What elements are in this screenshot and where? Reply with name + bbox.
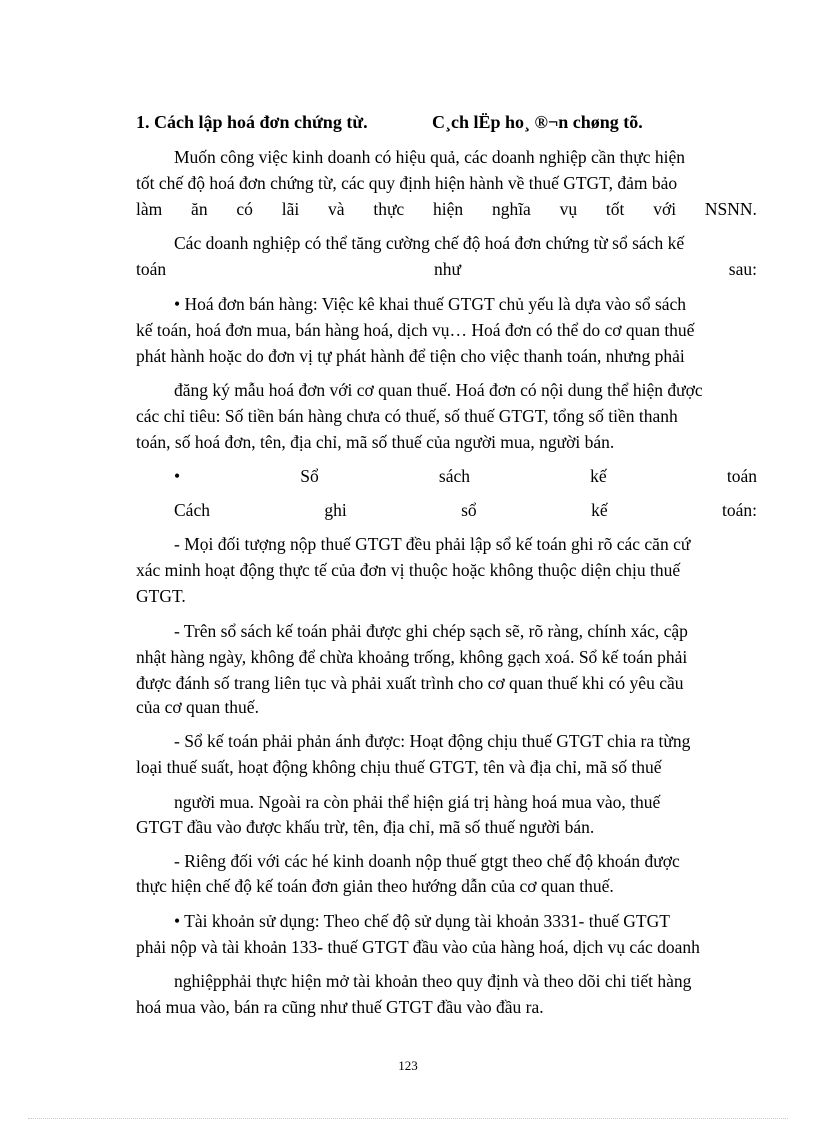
heading-garbled-text: C¸ch lËp ho¸ ®¬n chøng tõ.: [432, 112, 643, 132]
accounts-line-4: hoá mua vào, bán ra cũng như thuế GTGT đầu vào đầu ra.: [136, 997, 544, 1017]
reflect-line-2: loại thuế suất, hoạt động không chịu thuế GTGT, tên và địa chỉ, mã số thuế: [136, 757, 662, 777]
word: kế: [590, 466, 607, 486]
word: và: [328, 199, 345, 219]
accounts-line-3: nghiệpphải thực hiện mở tài khoản theo quy định và theo dõi chi tiết hàng: [174, 971, 692, 991]
word: vụ: [559, 199, 578, 219]
clean-books-line-3: được đánh số trang liên tục và phải xuất trình cho cơ quan thuế khi có yêu cầu: [136, 673, 684, 693]
clean-books-line-2: nhật hàng ngày, không để chừa khoảng trống, không gạch xoá. Sổ kế toán phải: [136, 647, 688, 667]
word: toán: [136, 259, 167, 279]
how-to-record-line: [174, 498, 757, 522]
books-bullet-line: [174, 464, 757, 488]
invoice-line-6: toán, số hoá đơn, tên, địa chỉ, mã số thuế của người mua, người bán.: [136, 432, 615, 452]
intro-line-2: tốt chế độ hoá đơn chứng từ, các quy định hiện hành về thuế GTGT, đảm bảo: [136, 173, 678, 193]
page-number: 123: [398, 1058, 418, 1073]
accounts-line-1: • Tài khoản sử dụng: Theo chế độ sử dụng tài khoản 3331- thuế GTGT: [174, 911, 670, 931]
word: sổ: [461, 500, 477, 520]
word: sách: [438, 466, 471, 486]
bullet: •: [174, 466, 181, 486]
intro-line-3: [136, 197, 757, 221]
invoice-line-2: kế toán, hoá đơn mua, bán hàng hoá, dịch vụ… Hoá đơn có thể do cơ quan thuế: [136, 320, 695, 340]
clean-books-line-4: của cơ quan thuế.: [136, 697, 259, 717]
word: Cách: [174, 500, 210, 520]
reflect-line-3: người mua. Ngoài ra còn phải thể hiện giá trị hàng hoá mua vào, thuế: [174, 792, 661, 812]
word: toán:: [722, 500, 757, 520]
word: làm: [136, 199, 163, 219]
word: sau:: [728, 259, 757, 279]
reflect-line-1: - Sổ kế toán phải phản ánh được: Hoạt động chịu thuế GTGT chia ra từng: [174, 731, 691, 751]
word: ghi: [324, 500, 347, 520]
intro-line-1: Muốn công việc kinh doanh có hiệu quả, các doanh nghiệp cần thực hiện: [174, 147, 685, 167]
invoice-line-5: các chỉ tiêu: Số tiền bán hàng chưa có thuế, số thuế GTGT, tổng số tiền thanh: [136, 406, 678, 426]
word: toán: [726, 466, 757, 486]
word: ăn: [191, 199, 208, 219]
clean-books-line-1: - Trên sổ sách kế toán phải được ghi chép sạch sẽ, rõ ràng, chính xác, cập: [174, 621, 688, 641]
strengthen-line-1: Các doanh nghiệp có thể tăng cường chế độ hoá đơn chứng từ sổ sách kế: [174, 233, 685, 253]
section-heading: [136, 110, 757, 134]
word: thực: [373, 199, 405, 219]
word: Sổ: [300, 466, 319, 486]
households-line-1: - Riêng đối với các hé kinh doanh nộp thuế gtgt theo chế độ khoán được: [174, 851, 680, 871]
accounts-line-2: phải nộp và tài khoản 133- thuế GTGT đầu vào của hàng hoá, dịch vụ các doanh: [136, 937, 700, 957]
word: tốt: [605, 199, 625, 219]
word: kế: [591, 500, 608, 520]
word: như: [433, 259, 461, 279]
word: lãi: [281, 199, 300, 219]
word: có: [236, 199, 253, 219]
invoice-line-1: • Hoá đơn bán hàng: Việc kê khai thuế GTGT chủ yếu là dựa vào sổ sách: [174, 294, 687, 314]
word: hiện: [433, 199, 464, 219]
invoice-line-4: đăng ký mẫu hoá đơn với cơ quan thuế. Hoá đơn có nội dung thể hiện được: [174, 380, 703, 400]
word: nghĩa: [491, 199, 531, 219]
taxpayers-line-3: GTGT.: [136, 586, 186, 606]
taxpayers-line-1: - Mọi đối tượng nộp thuế GTGT đều phải lập sổ kế toán ghi rõ các căn cứ: [174, 534, 691, 554]
word: với: [653, 199, 677, 219]
invoice-line-3: phát hành hoặc do đơn vị tự phát hành để tiện cho việc thanh toán, nhưng phải: [136, 346, 685, 366]
strengthen-line-2: [136, 257, 757, 281]
word: NSNN.: [704, 199, 757, 219]
heading-text: 1. Cách lập hoá đơn chứng từ.: [136, 112, 368, 132]
footer-dotted-rule: [28, 1118, 788, 1119]
reflect-line-4: GTGT đầu vào được khấu trừ, tên, địa chỉ, mã số thuế người bán.: [136, 817, 595, 837]
taxpayers-line-2: xác minh hoạt động thực tế của đơn vị thuộc hoặc không thuộc diện chịu thuế: [136, 560, 681, 580]
households-line-2: thực hiện chế độ kế toán đơn giản theo hướng dẫn của cơ quan thuế.: [136, 876, 614, 896]
